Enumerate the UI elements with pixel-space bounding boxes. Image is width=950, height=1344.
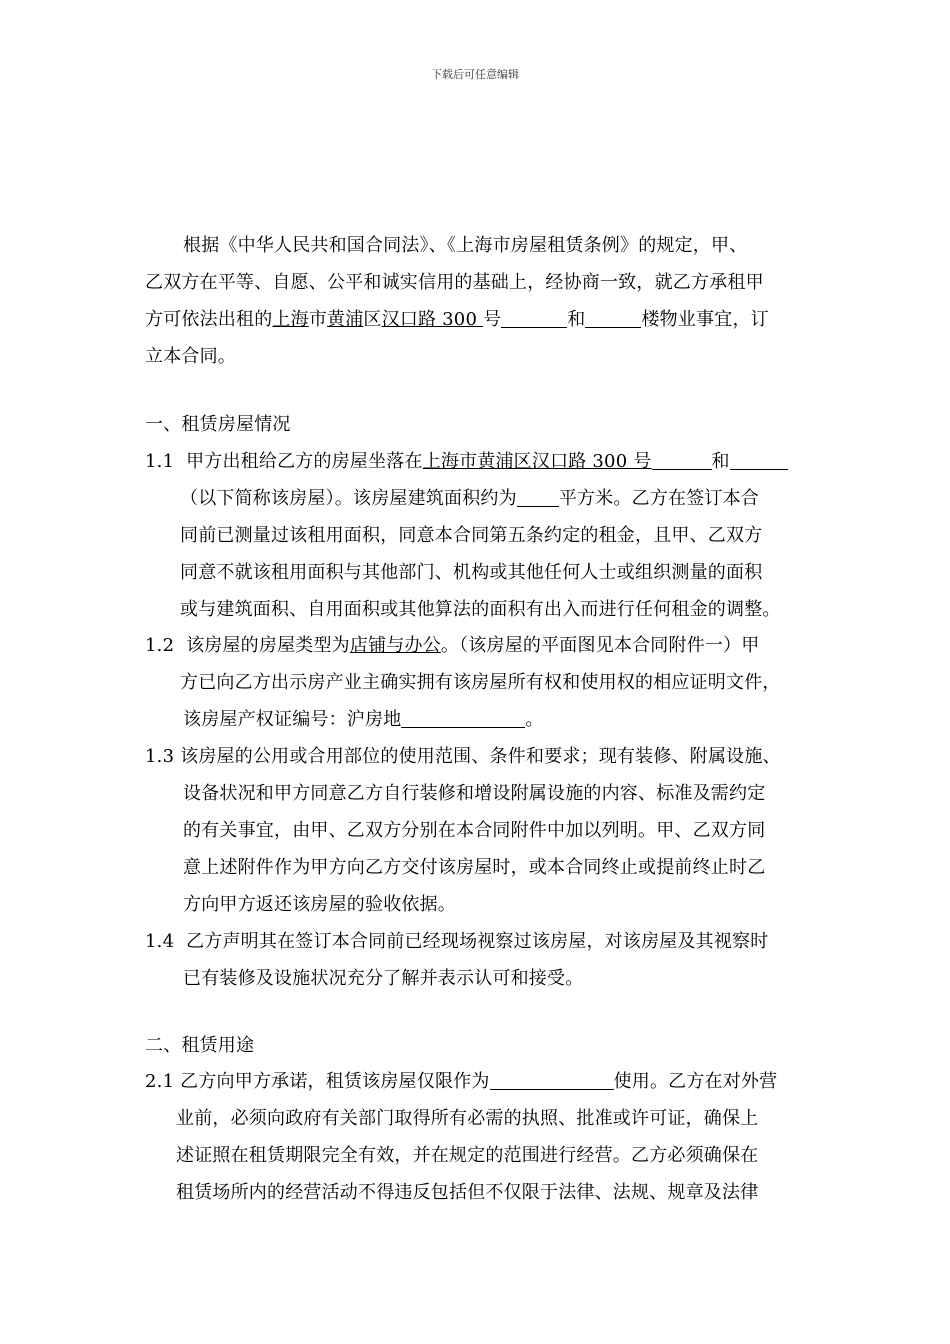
clause-1-3-line-4: 意上述附件作为甲方向乙方交付该房屋时，或本合同终止或提前终止时乙 bbox=[183, 857, 766, 878]
blank-field bbox=[585, 309, 641, 328]
clause-2-1-line-2: 业前，必须向政府有关部门取得所有必需的执照、批准或许可证，确保上 bbox=[176, 1108, 759, 1129]
clause-1-3-line-1: 1.3 该房屋的公用或合用部位的使用范围、条件和要求；现有装修、附属设施、 bbox=[145, 746, 781, 767]
road-field: 汉口路 bbox=[381, 309, 437, 330]
section-1-title: 一、租赁房屋情况 bbox=[145, 414, 291, 435]
clause-1-3-line-5: 方向甲方返还该房屋的验收依据。 bbox=[183, 894, 456, 915]
number-field: 300 bbox=[436, 309, 484, 330]
clause-1-3-line-3: 的有关事宜，由甲、乙双方分别在本合同附件中加以列明。甲、乙双方同 bbox=[183, 820, 766, 841]
clause-1-4-line-2: 已有装修及设施状况充分了解并表示认可和接受。 bbox=[183, 968, 584, 989]
blank-field bbox=[652, 451, 712, 470]
clause-2-1-line-4: 租赁场所内的经营活动不得违反包括但不仅限于法律、法规、规章及法律 bbox=[176, 1182, 759, 1203]
clause-1-2-line-3: 该房屋产权证编号：沪房地 。 bbox=[183, 709, 544, 730]
clause-1-3-line-2: 设备状况和甲方同意乙方自行装修和增设附属设施的内容、标准及需约定 bbox=[183, 783, 766, 804]
clause-1-1-line-5: 或与建筑面积、自用面积或其他算法的面积有出入而进行任何租金的调整。 bbox=[180, 599, 781, 620]
address-field: 上海市黄浦区汉口路 300 号 bbox=[422, 451, 652, 472]
section-2-title: 二、租赁用途 bbox=[145, 1035, 255, 1056]
page-header: 下载后可任意编辑 bbox=[431, 68, 519, 81]
district-field: 黄浦 bbox=[327, 309, 364, 330]
clause-1-1-line-1: 1.1 甲方出租给乙方的房屋坐落在上海市黄浦区汉口路 300 号 和 bbox=[145, 450, 788, 474]
property-type-field: 店铺与办公 bbox=[349, 635, 441, 656]
intro-line-4: 立本合同。 bbox=[145, 346, 236, 367]
clause-1-2-line-1: 1.2 该房屋的房屋类型为店铺与办公。（该房屋的平面图见本合同附件一）甲 bbox=[145, 635, 760, 656]
clause-1-4-line-1: 1.4 乙方声明其在签订本合同前已经现场视察过该房屋，对该房屋及其视察时 bbox=[145, 931, 769, 952]
intro-line-2: 乙双方在平等、自愿、公平和诚实信用的基础上，经协商一致，就乙方承租甲 bbox=[145, 272, 764, 293]
clause-2-1-line-1: 2.1 乙方向甲方承诺，租赁该房屋仅限作为 使用。乙方在对外营 bbox=[145, 1071, 778, 1092]
clause-2-1-line-3: 述证照在租赁期限完全有效，并在规定的范围进行经营。乙方必须确保在 bbox=[176, 1145, 759, 1166]
area-blank-field bbox=[517, 488, 559, 507]
intro-line-3: 方可依法出租的上海市黄浦区汉口路 300 号 和 楼物业事宜，订 bbox=[145, 309, 769, 330]
clause-1-1-line-4: 同意不就该租用面积与其他部门、机构或其他任何人士或组织测量的面积 bbox=[180, 562, 763, 583]
blank-field bbox=[501, 309, 567, 328]
clause-1-1-line-2: （以下简称该房屋）。该房屋建筑面积约为 平方米。乙方在签订本合 bbox=[180, 488, 760, 509]
clause-1-1-line-3: 同前已测量过该租用面积，同意本合同第五条约定的租金，且甲、乙双方 bbox=[180, 525, 763, 546]
blank-field bbox=[730, 451, 788, 470]
clause-1-2-line-2: 方已向乙方出示房产业主确实拥有该房屋所有权和使用权的相应证明文件， bbox=[180, 672, 781, 693]
city-field: 上海 bbox=[272, 309, 309, 330]
certificate-blank-field bbox=[401, 709, 525, 728]
intro-line-1: 根据《中华人民共和国合同法》、《上海市房屋租赁条例》的规定，甲、 bbox=[183, 235, 748, 256]
usage-blank-field bbox=[490, 1071, 614, 1090]
